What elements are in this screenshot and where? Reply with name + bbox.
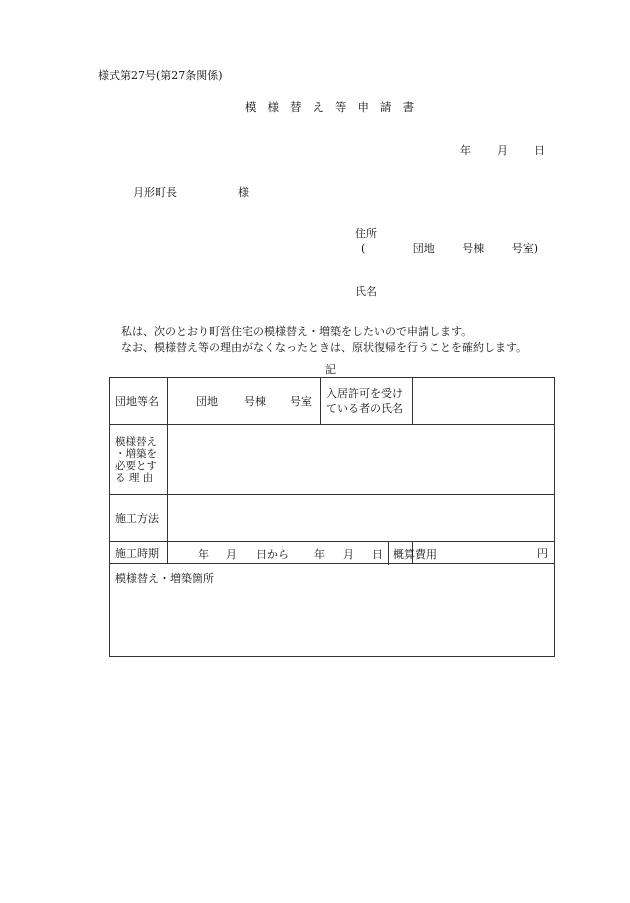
title-char: 様 [267,100,279,114]
reason-label-line: ・増築を [115,447,157,460]
danchi-parts [174,395,312,408]
date-day: 日 [534,144,545,157]
title-char: 請 [380,100,392,114]
address-danchi: 団地 [412,242,435,255]
title-char: 等 [335,100,347,114]
body-line-2: なお、模様替え等の理由がなくなったときは、原状復帰を行うことを確約します。 [121,341,528,354]
application-table [109,377,555,657]
date-line [460,142,545,158]
period-m1: 月 [226,547,237,561]
goshitsu-word: 号室 [290,395,312,408]
address-label: 住所 [355,227,377,240]
title-char: え [312,100,324,114]
permit-label-line: 入居許可を受け [326,387,403,400]
form-code: 様式第27号(第27条関係) [98,69,223,82]
address-goshitsu: 号室) [511,242,539,255]
ki-heading: 記 [325,363,336,376]
title-char: 替 [290,100,302,114]
address-gotou: 号棟 [462,242,485,255]
field-method[interactable] [168,495,555,542]
row-location [110,564,555,657]
period-d2: 日 [372,547,383,561]
field-location[interactable] [110,564,555,657]
title-char: 模 [245,100,257,114]
label-danchi-name: 団地等名 [110,378,168,425]
danchi-word: 団地 [196,395,218,408]
reason-label-line: 必要とす [115,459,157,472]
period-divider [388,541,389,565]
date-year: 年 [460,144,471,157]
address-paren: ( [361,242,366,255]
reason-label-line: 模様替え [115,435,157,448]
title-char: 書 [402,100,414,114]
field-period[interactable] [168,542,437,564]
period-d1: 日から [256,547,289,561]
row-period [110,542,555,564]
label-location: 模様替え・増築箇所 [115,572,214,585]
period-text [168,543,437,563]
row-reason [110,425,555,495]
reason-label-line: る 理 由 [115,471,154,484]
cost-label: 概算費用 [393,547,437,561]
period-m2: 月 [343,547,354,561]
field-reason[interactable] [168,425,555,495]
address-line [361,240,538,256]
title-char: 申 [357,100,369,114]
addressee-honorific: 様 [238,186,249,199]
field-danchi[interactable] [168,378,321,425]
date-month: 月 [497,144,508,157]
row-method [110,495,555,542]
row-danchi [110,378,555,425]
name-label: 氏名 [355,285,377,298]
yen-unit: 円 [537,546,548,560]
label-reason [110,425,168,495]
gotou-word: 号棟 [244,395,266,408]
addressee-name: 月形町長 [133,186,177,199]
period-y2: 年 [314,547,325,561]
label-permit-holder [321,378,413,425]
period-y1: 年 [198,547,209,561]
body-line-1: 私は、次のとおり町営住宅の模様替え・増築をしたいので申請します。 [121,325,473,338]
label-method: 施工方法 [110,495,168,542]
permit-label-line: ている者の氏名 [326,402,403,415]
label-period: 施工時期 [110,542,168,564]
document-title [245,99,414,115]
field-permit-holder-name[interactable] [413,378,555,425]
